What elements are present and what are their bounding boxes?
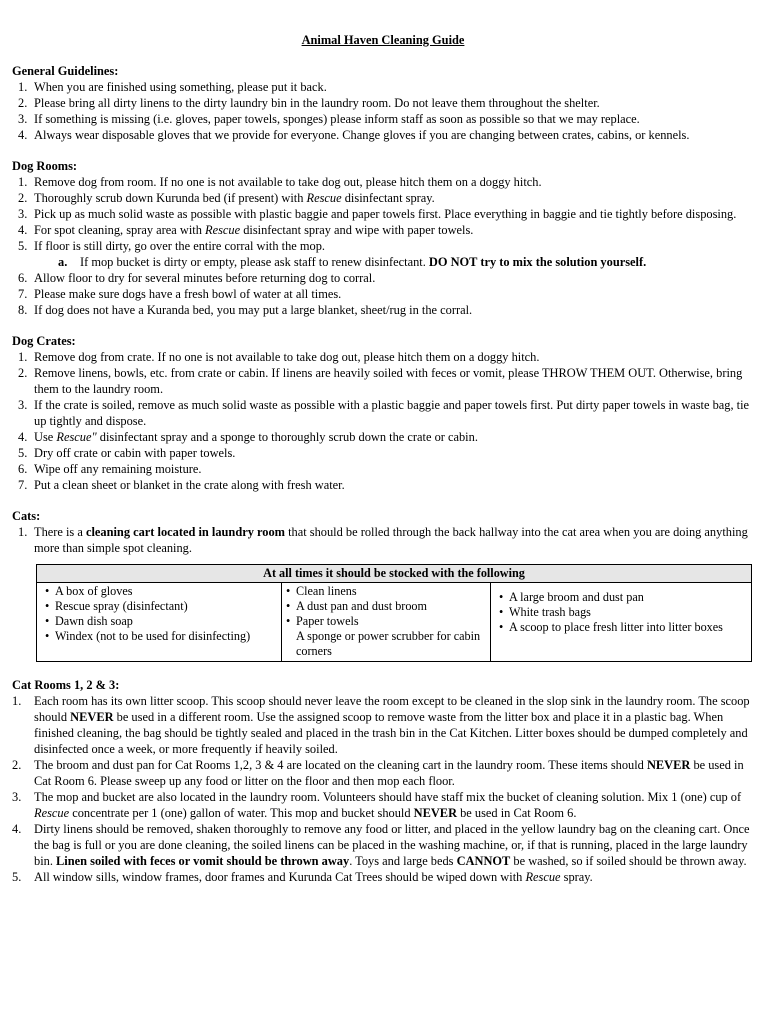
list-item: 3. If the crate is soiled, remove as much solid waste as possible with a plastic baggie and paper towels first. Put dirty paper towels in waste bag, tie up tightly and dispose. [18,398,750,428]
cats-section [12,508,754,556]
general-guidelines-heading: General Guidelines: [12,64,119,78]
list-item: • A large broom and dust pan [495,590,747,605]
general-guidelines-list [12,79,754,143]
list-item: 1. When you are finished using something, please put it back. [18,80,327,94]
list-item: 5. All window sills, window frames, door frames and Kurunda Cat Trees should be wiped down with Rescue spray. [12,870,593,884]
list-item: 6. Allow floor to dry for several minutes before returning dog to corral. [18,271,376,285]
dog-rooms-list [12,174,754,254]
cat-rooms-section [12,677,754,885]
document-title: Animal Haven Cleaning Guide [301,33,465,47]
dog-rooms-heading: Dog Rooms: [12,159,78,173]
general-guidelines-section [12,63,754,143]
dog-crates-heading: Dog Crates: [12,334,76,348]
list-item: • Windex (not to be used for disinfecting) [41,629,277,644]
list-item: • A dust pan and dust broom [286,599,486,614]
list-item: 3. The mop and bucket are also located in the laundry room. Volunteers should have staff mix the bucket of cleaning solution. Mix 1 (one) cup of Rescue concentrate per 1 (one) gallon of water. This mop and bucket should NEVER be used in Cat Room 6. [12,790,742,820]
list-item: 5. If floor is still dirty, go over the entire corral with the mop. [18,239,325,253]
list-item: 6. Wipe off any remaining moisture. [18,462,202,476]
list-item: 3. Pick up as much solid waste as possible with plastic baggie and paper towels first. Place everything in baggie and tie tightly before disposing. [18,207,737,221]
list-item: • White trash bags [495,605,747,620]
list-item: 8. If dog does not have a Kuranda bed, you may put a large blanket, sheet/rug in the corral. [18,303,473,317]
list-item: 4. Use Rescue" disinfectant spray and a sponge to thoroughly scrub down the crate or cabin. [18,430,478,444]
list-item: 1. Remove dog from room. If no one is not available to take dog out, please hitch them on a doggy hitch. [18,175,542,189]
cat-rooms-list [12,693,754,885]
dog-rooms-list-continued [12,270,754,318]
list-item: 7. Put a clean sheet or blanket in the crate along with fresh water. [18,478,345,492]
list-item: 2. Remove linens, bowls, etc. from crate or cabin. If linens are heavily soiled with feces or vomit, please THROW THEM OUT. Otherwise, bring them to the laundry room. [18,366,743,396]
cats-heading: Cats: [12,509,41,523]
table-cell-col1 [37,583,282,662]
list-item: 3. If something is missing (i.e. gloves, paper towels, sponges) please inform staff as soon as possible so that we may replace. [18,112,640,126]
list-item: 7. Please make sure dogs have a fresh bowl of water at all times. [18,287,342,301]
list-item: • Rescue spray (disinfectant) [41,599,277,614]
cats-list [12,524,754,556]
dog-crates-list [12,349,754,493]
list-item: • A scoop to place fresh litter into litter boxes [495,620,747,635]
table-cell-col3 [491,583,752,662]
table-header: At all times it should be stocked with the following [37,565,752,583]
list-item: 1. Each room has its own litter scoop. This scoop should never leave the room except to be cleaned in the slop sink in the laundry room. The scoop should NEVER be used in a different room. Use the assigned scoop to remove waste from the litter box and place it in a plastic bag. When finished cleaning, the bag should be tightly sealed and placed in the trash bin in the Cat Kitchen. Litter boxes should be dumped completely and disinfected once a week, or more frequently if heavily soiled. [12,694,750,756]
dog-rooms-section [12,158,754,318]
list-item: 2. The broom and dust pan for Cat Rooms 1,2, 3 & 4 are located on the cleaning cart in the laundry room. These items should NEVER be used in Cat Room 6. Please sweep up any food or litter on the floor and then mop each floor. [12,758,744,788]
list-item: • Paper towels [286,614,486,629]
list-item: 4. Dirty linens should be removed, shaken thoroughly to remove any food or litter, and placed in the yellow laundry bag on the cleaning cart. Once the bag is full or you are done cleaning, the soiled linens can be placed in the washing machine, or, if that is running, placed in the large laundry bin. Linen soiled with feces or vomit should be thrown away. Toys and large beds CANNOT be washed, so if soiled should be thrown away. [12,822,750,868]
list-item-extra: A sponge or power scrubber for cabin corners [296,629,481,658]
list-item: 1. Remove dog from crate. If no one is not available to take dog out, please hitch them on a doggy hitch. [18,350,540,364]
list-item: 2. Thoroughly scrub down Kurunda bed (if present) with Rescue disinfectant spray. [18,191,435,205]
list-item: 4. For spot cleaning, spray area with Rescue disinfectant spray and wipe with paper towels. [18,223,474,237]
list-item: • A box of gloves [41,584,277,599]
list-item: 5. Dry off crate or cabin with paper towels. [18,446,236,460]
dog-crates-section [12,333,754,493]
list-item: 4. Always wear disposable gloves that we provide for everyone. Change gloves if you are changing between crates, cabins, or kennels. [18,128,690,142]
list-item: • Clean linens [286,584,486,599]
list-item: 1. There is a cleaning cart located in laundry room that should be rolled through the back hallway into the cat area when you are doing anything more than simple spot cleaning. [18,525,748,555]
list-item: • Dawn dish soap [41,614,277,629]
cat-rooms-heading: Cat Rooms 1, 2 & 3: [12,678,120,692]
list-item: 2. Please bring all dirty linens to the dirty laundry bin in the laundry room. Do not leave them throughout the shelter. [18,96,600,110]
table-cell-col2 [282,583,491,662]
cart-stock-table [36,564,752,662]
sub-list-item: a. If mop bucket is dirty or empty, please ask staff to renew disinfectant. DO NOT try to mix the solution yourself. [58,255,647,269]
